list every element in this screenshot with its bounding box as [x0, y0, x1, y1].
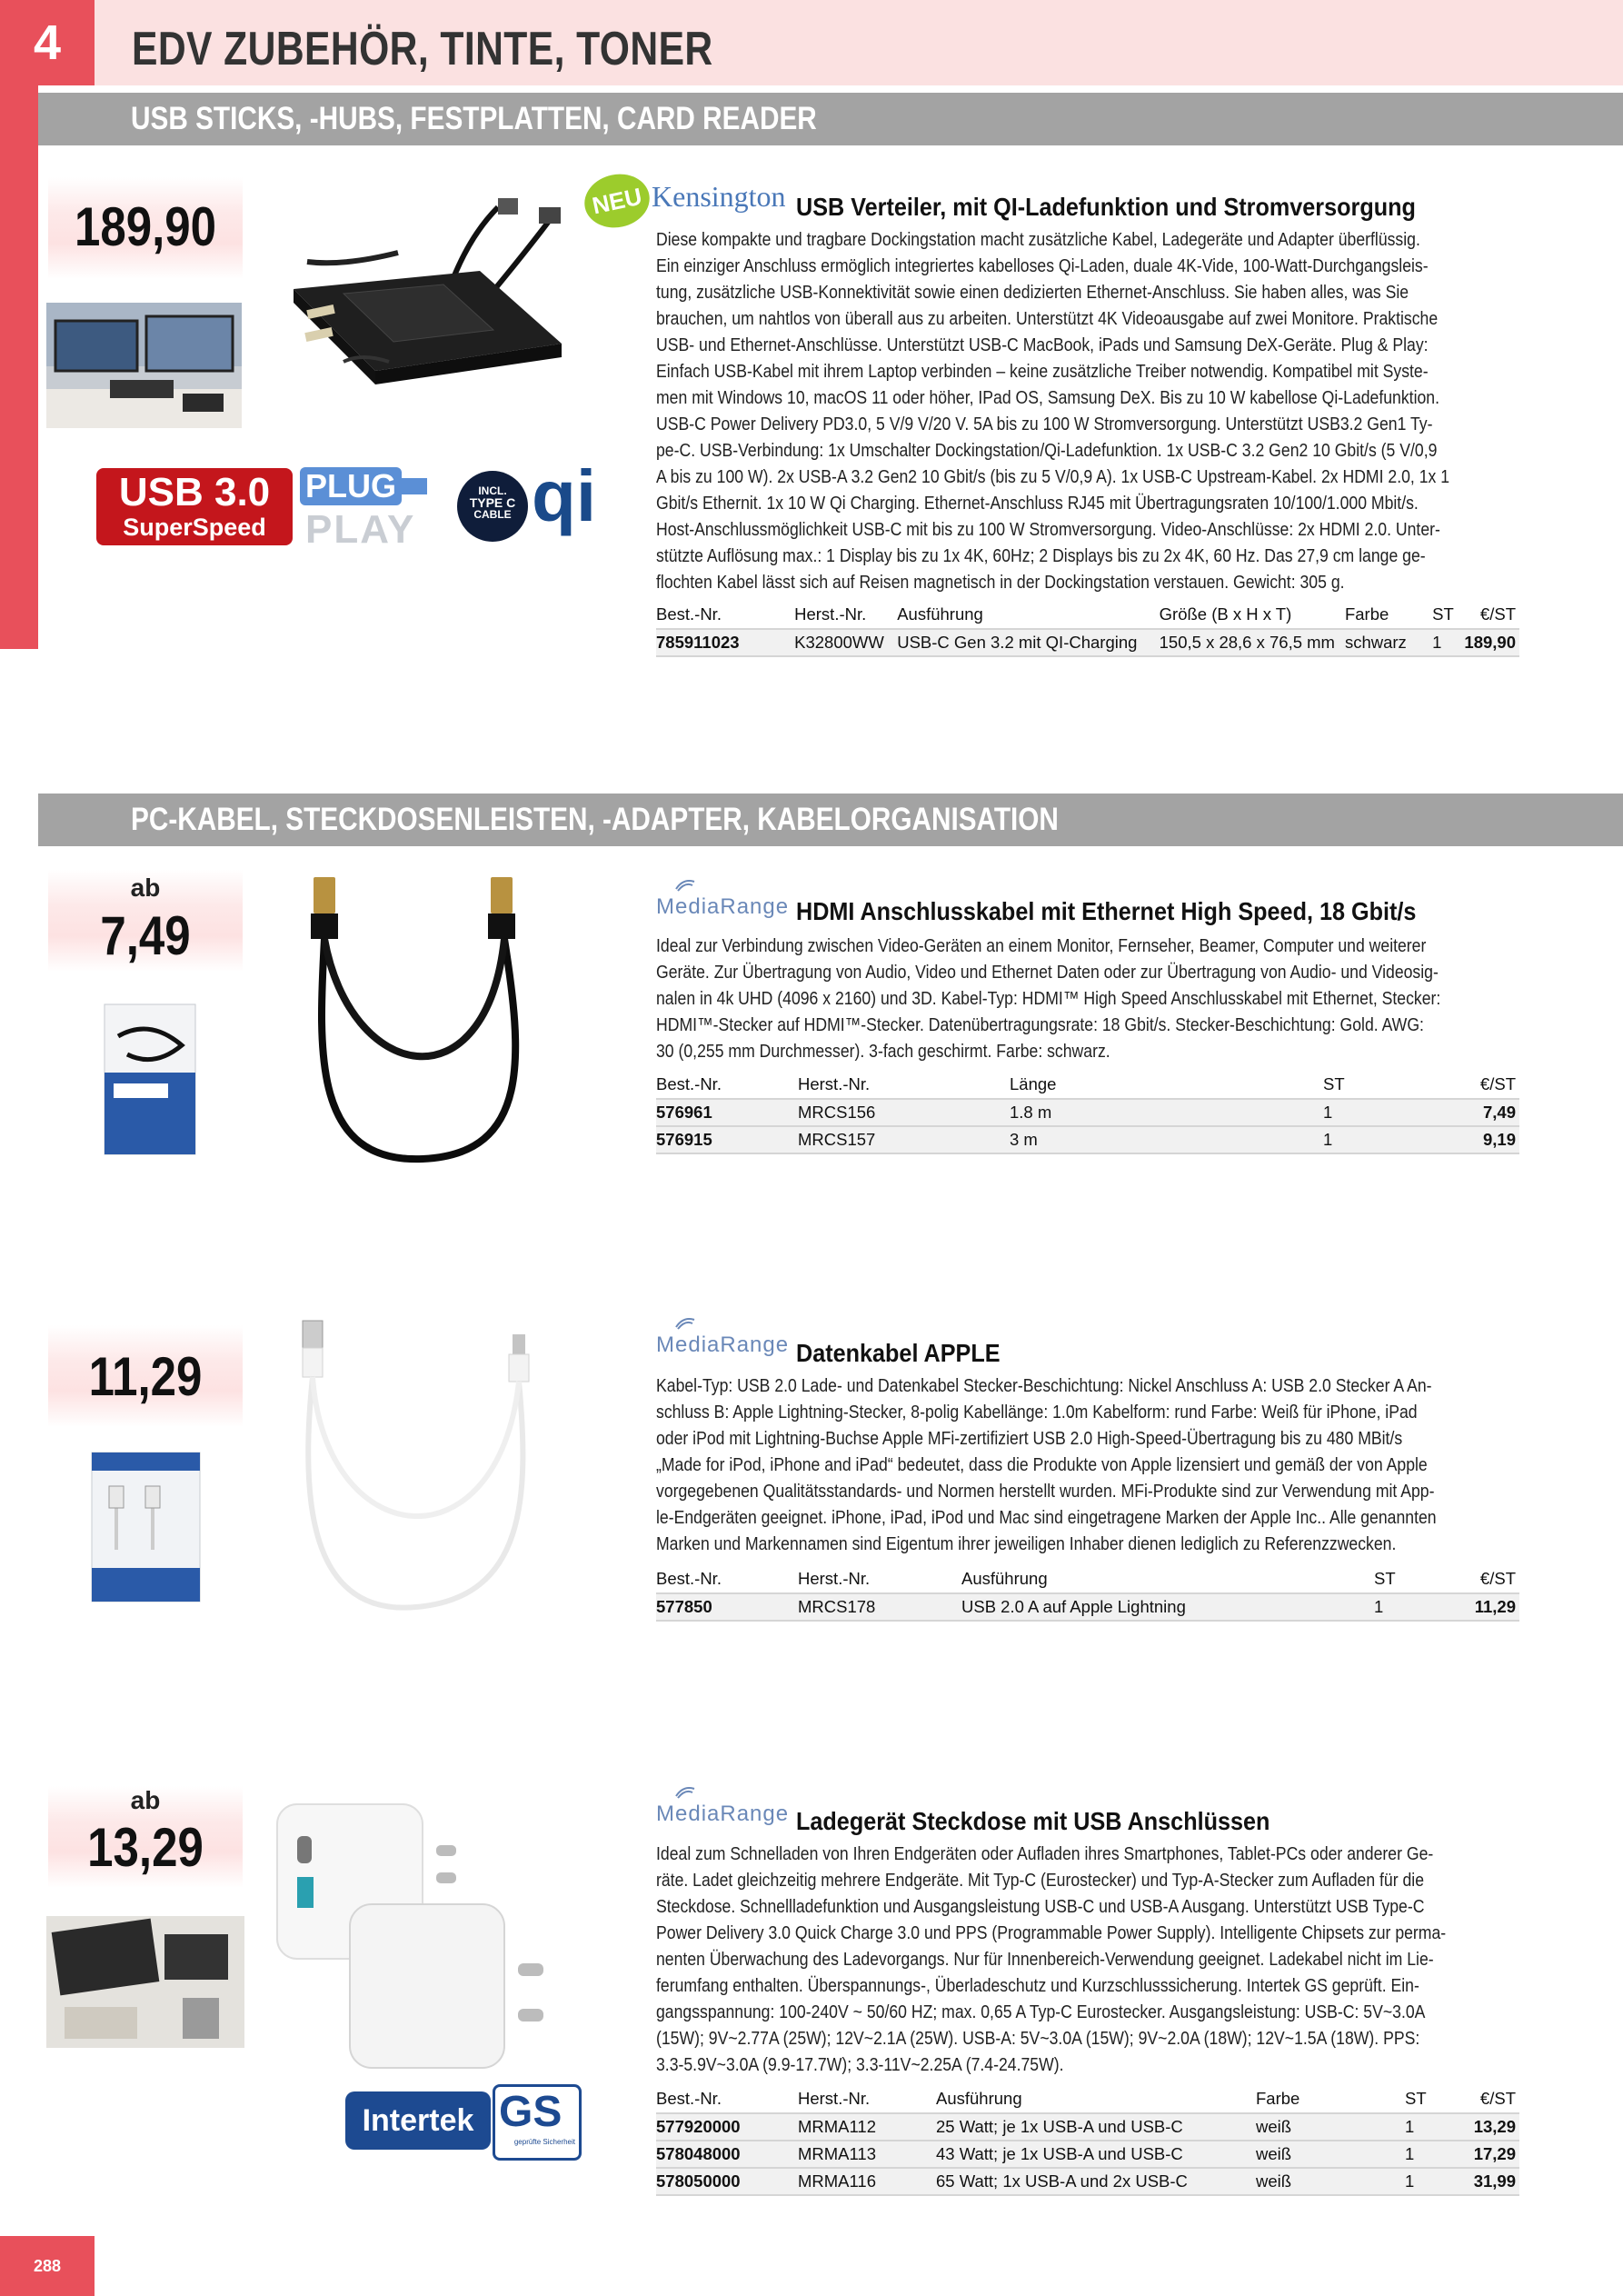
chapter-number: 4	[0, 0, 95, 85]
product-table: Best.-Nr. Herst.-Nr. Länge ST €/ST 576961 MRCS156 1.8 m 1 7,49 576915 MRCS157 3 m 1 9,19	[656, 1073, 1519, 1154]
qi-logo: qi	[532, 455, 597, 536]
product-image-office-scene	[46, 303, 242, 428]
price-prefix: ab	[130, 873, 161, 902]
brand-logo-mediarange: MediaRange	[656, 1802, 789, 1827]
description-line: Einfach USB-Kabel mit ihrem Laptop verbinden – keine zusätzliche Treiber notwendig. Kompatibel mit Syste-	[656, 361, 1429, 382]
table-row: 576915 MRCS157 3 m 1 9,19	[656, 1126, 1519, 1153]
price: 189,90	[74, 196, 216, 257]
product-image-lightning-cable	[298, 1316, 562, 1625]
table-row: 576961 MRCS156 1.8 m 1 7,49	[656, 1099, 1519, 1126]
table-row: 577850 MRCS178 USB 2.0 A auf Apple Lightning 1 11,29	[656, 1593, 1519, 1621]
brand-logo-mediarange: MediaRange	[656, 894, 789, 920]
description-line: gangsspannung: 100-240V ~ 50/60 HZ; max. 0,65 A Typ-C Eurostecker. Ausgangsleistung: USB-C: 5V~3.0A	[656, 2002, 1426, 2022]
description-line: HDMI™-Stecker auf HDMI™-Stecker. Datenübertragungsrate: 18 Gbit/s. Stecker-Beschichtung: Gold. AWG:	[656, 1014, 1424, 1035]
price: 7,49	[100, 905, 191, 966]
mediarange-swirl-icon	[674, 876, 696, 893]
price-box	[48, 177, 243, 279]
price-box	[48, 1325, 243, 1427]
description-line: oder iPod mit Lightning-Buchse Apple MFi-zertifiziert USB 2.0 High-Speed-Übertragung bis zu 480 MBit/s	[656, 1428, 1403, 1449]
description-line: pe-C. USB-Verbindung: 1x Umschalter Dockingstation/Qi-Ladefunktion. 1x USB-C 3.2 Gen2 10 Gbit/s (5 V/0,9	[656, 440, 1438, 461]
description-line: Host-Anschlussmöglichkeit USB-C mit bis zu 100 W Stromversorgung. Video-Anschlüsse: 2x HDMI 2.0. Unter-	[656, 519, 1440, 540]
description-line: USB- und Ethernet-Anschlüsse. Unterstützt USB-C MacBook, iPads und Samsung DeX-Geräte. Plug & Play:	[656, 334, 1429, 355]
description-line: nenten Überwachung des Ladevorgangs. Nur für Innenbereich-Verwendung geeignet. Ladekabel nicht im Lie-	[656, 1949, 1434, 1970]
description-line: schluss B: Apple Lightning-Stecker, 8-polig Kabellänge: 1.0m Kabelform: rund Farbe: Weiß für iPhone, iPad	[656, 1402, 1418, 1423]
description-line: men mit Windows 10, macOS 11 oder höher, IPad OS, Samsung DeX. Bis zu 10 W kabellose Qi-Ladefunktion.	[656, 387, 1440, 408]
table-row: 577920000 MRMA112 25 Watt; je 1x USB-A und USB-C weiß 1 13,29	[656, 2113, 1519, 2141]
section-title: PC-KABEL, STECKDOSENLEISTEN, -ADAPTER, KABELORGANISATION	[131, 802, 1059, 837]
new-badge: NEU	[580, 168, 654, 234]
description-line: (15W); 9V~2.77A (25W); 12V~2.1A (25W). USB-A: 5V~3.0A (15W); 9V~2.0A (18W); 12V~1.5A (18W). PPS:	[656, 2028, 1420, 2049]
product-description	[656, 933, 1510, 1064]
description-line: 3.3-5.9V~3.0A (9.9-17.7W); 3.3-11V~2.25A (7.4-24.75W).	[656, 2054, 1064, 2075]
product-title: USB Verteiler, mit QI-Ladefunktion und Stromversorgung	[796, 193, 1416, 221]
product-description	[656, 1373, 1510, 1557]
intertek-gs-logo: Intertek GS geprüfte Sicherheit	[345, 2084, 582, 2157]
product-image-hdmi-cable	[304, 873, 550, 1168]
description-line: vorgegebenen Qualitätsstandards- und Normen herstellt wurden. MFi-Produkte sind zur Verwendung mit App-	[656, 1481, 1435, 1502]
page-number: 288	[0, 2236, 95, 2296]
price: 13,29	[87, 1817, 204, 1878]
product-title: Ladegerät Steckdose mit USB Anschlüssen	[796, 1807, 1270, 1835]
usb-3-superspeed-logo: USB 3.0 SuperSpeed	[96, 468, 293, 545]
brand-logo-kensington: Kensington	[652, 180, 786, 213]
product-image-package-hdmi	[100, 1000, 200, 1159]
price-box	[48, 870, 243, 972]
product-image-desk-scene	[46, 1916, 244, 2048]
description-line: A bis zu 100 W). 2x USB-A 3.2 Gen2 10 Gbit/s (bis zu 5 V/0,9 A). 1x USB-C Upstream-Kabel. 2x HDMI 2.0, 1x 1	[656, 466, 1450, 487]
description-line: Ideal zur Verbindung zwischen Video-Geräten an einem Monitor, Fernseher, Beamer, Computer und weiterer	[656, 935, 1427, 956]
product-table: Best.-Nr. Herst.-Nr. Ausführung Farbe ST €/ST 577920000 MRMA112 25 Watt; je 1x USB-A und USB-C weiß 1 13,29 578048000 MRMA113 43 Watt; je 1x USB-A und USB-C weiß 1 17,29 578050000 MRMA116 65 Watt; 1x USB-A und 2x USB-C weiß 1 31,99	[656, 2087, 1519, 2196]
description-line: Marken und Markennamen sind Eigentum ihrer jeweiligen Inhaber dienen lediglich zu Referenzzwecken.	[656, 1533, 1397, 1554]
product-image-package-apple-cable	[89, 1450, 203, 1604]
description-line: Ideal zum Schnelladen von Ihren Endgeräten oder Aufladen ihres Smartphones, Tablet-PCs oder anderer Ge-	[656, 1843, 1434, 1864]
price-prefix: ab	[130, 1786, 161, 1814]
product-title: HDMI Anschlusskabel mit Ethernet High Speed, 18 Gbit/s	[796, 897, 1417, 925]
description-line: Geräte. Zur Übertragung von Audio, Video und Ethernet Daten oder zur Übertragung von Audio- und Videosig-	[656, 962, 1439, 983]
product-table: Best.-Nr. Herst.-Nr. Ausführung ST €/ST 577850 MRCS178 USB 2.0 A auf Apple Lightning 1 11,29	[656, 1567, 1519, 1622]
description-line: räte. Ladet gleichzeitig mehrere Endgeräte. Mit Typ-C (Eurostecker) und Typ-A-Stecker zum Aufladen für die	[656, 1870, 1425, 1891]
description-line: 30 (0,255 mm Durchmesser). 3-fach geschirmt. Farbe: schwarz.	[656, 1041, 1110, 1062]
incl-type-c-cable-icon: INCL. TYPE C CABLE	[457, 471, 528, 542]
product-description	[656, 226, 1510, 595]
table-row: 785911023 K32800WW USB-C Gen 3.2 mit QI-Charging 150,5 x 28,6 x 76,5 mm schwarz 1 189,90	[656, 629, 1519, 656]
product-image-docking-station	[289, 180, 580, 398]
description-line: Power Delivery 3.0 Quick Charge 3.0 und PPS (Programmable Power Supply). Intelligente Chipsets zur perma-	[656, 1922, 1447, 1943]
description-line: Ein einziger Anschluss ermöglich integriertes kabelloses Qi-Laden, duale 4K-Vide, 100-Watt-Durchgangsleis-	[656, 255, 1429, 276]
description-line: flochten Kabel lässt sich auf Reisen magnetisch in der Dockingstation verstauen. Gewicht: 305 g.	[656, 572, 1345, 593]
product-title: Datenkabel APPLE	[796, 1339, 1001, 1367]
description-line: Gbit/s Ethernit. 1x 10 W Qi Charging. Ethernet-Anschluss RJ45 mit Übertragungsraten 10/100/1.000 Mbit/s.	[656, 493, 1419, 514]
brand-logo-mediarange: MediaRange	[656, 1333, 789, 1358]
description-line: brauchen, um nahtlos von überall aus zu arbeiten. Unterstützt 4K Videoausgabe auf zwei Monitore. Praktische	[656, 308, 1439, 329]
description-line: Steckdose. Schnellladefunktion und Ausgangsleistung USB-C und USB-A Ausgang. Unterstützt USB Type-C	[656, 1896, 1425, 1917]
plug-and-play-logo: PLUG PLAY	[300, 467, 445, 549]
price: 11,29	[88, 1346, 203, 1407]
description-line: nalen in 4k UHD (4096 x 2160) und 3D. Kabel-Typ: HDMI™ High Speed Anschlusskabel mit Ethernet, Stecker:	[656, 988, 1441, 1009]
price-box	[48, 1786, 243, 1888]
description-line: „Made for iPod, iPhone and iPad“ bedeutet, dass die Produkte von Apple lizensiert und gemäß der von Apple	[656, 1454, 1428, 1475]
table-row: 578050000 MRMA116 65 Watt; 1x USB-A und 2x USB-C weiß 1 31,99	[656, 2168, 1519, 2195]
section-title: USB STICKS, -HUBS, FESTPLATTEN, CARD READER	[131, 101, 817, 136]
description-line: tung, zusätzliche USB-Konnektivität sowie einen dedizierten Ethernet-Anschluss. Sie haben alles, was Sie	[656, 282, 1409, 303]
description-line: ferumfang enthalten. Überspannungs-, Überladeschutz und Kurzschlusssicherung. Intertek GS geprüft. Ein-	[656, 1975, 1419, 1996]
mediarange-swirl-icon	[674, 1783, 696, 1800]
description-line: stützte Auflösung max.: 1 Display bis zu 1x 4K, 60Hz; 2 Displays bis zu 2x 4K, 60 Hz. Das 27,9 cm lange ge-	[656, 545, 1426, 566]
product-table: Best.-Nr. Herst.-Nr. Ausführung Größe (B x H x T) Farbe ST €/ST 785911023 K32800WW USB-C Gen 3.2 mit QI-Charging 150,5 x 28,6 x 76,5 mm schwarz 1 189,90	[656, 603, 1519, 657]
mediarange-swirl-icon	[674, 1314, 696, 1331]
description-line: Diese kompakte und tragbare Dockingstation macht zusätzliche Kabel, Ladegeräte und Adapter überflüssig.	[656, 229, 1420, 250]
product-image-usb-charger	[259, 1795, 568, 2104]
page-title: EDV ZUBEHÖR, TINTE, TONER	[132, 23, 713, 75]
section-bar	[38, 93, 1623, 145]
table-row: 578048000 MRMA113 43 Watt; je 1x USB-A und USB-C weiß 1 17,29	[656, 2141, 1519, 2168]
chapter-strip	[0, 85, 38, 649]
product-description	[656, 1841, 1510, 2078]
description-line: USB-C Power Delivery PD3.0, 5 V/9 V/20 V. 5A bis zu 100 W Stromversorgung. Unterstützt USB3.2 Gen1 Ty-	[656, 414, 1433, 434]
description-line: Kabel-Typ: USB 2.0 Lade- und Datenkabel Stecker-Beschichtung: Nickel Anschluss A: USB 2.0 Stecker A An-	[656, 1375, 1432, 1396]
section-bar	[38, 794, 1623, 846]
description-line: le-Endgeräten geeignet. iPhone, iPad, iPod und Mac sind eingetragene Marken der Apple Inc.. Alle genannten	[656, 1507, 1437, 1528]
